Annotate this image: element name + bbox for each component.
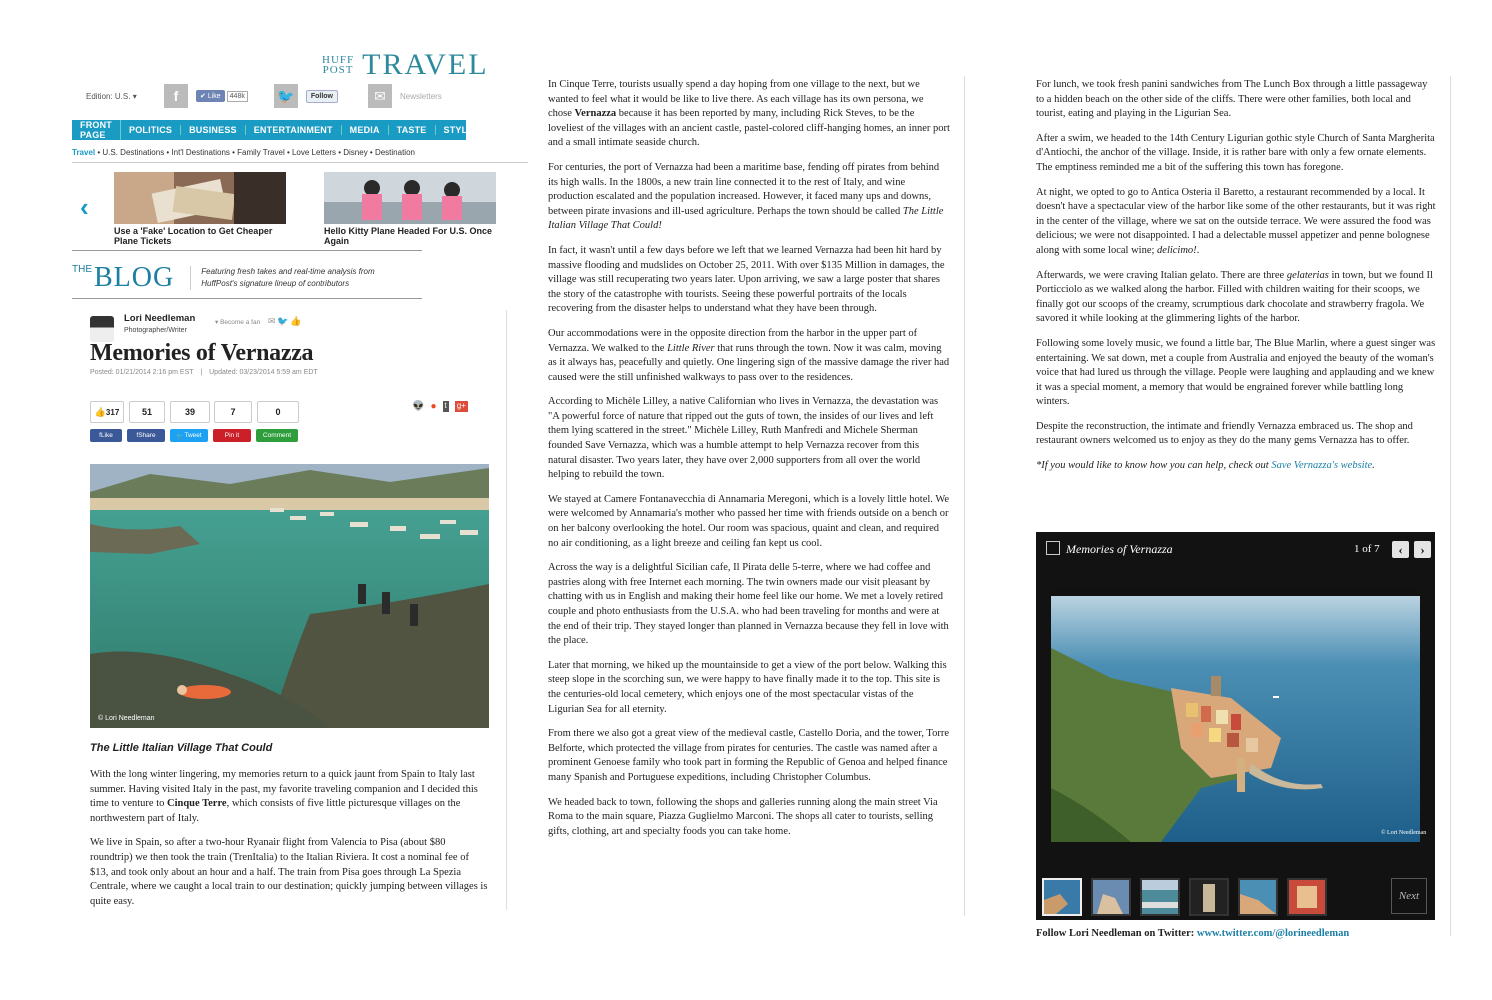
para-text: Afterwards, we were craving Italian gelato. There are three xyxy=(1036,269,1287,281)
para-text: At night, we opted to go to Antica Osteria il Baretto, a restaurant recommended by a local. It doesn't have a spectacular view of the harbor like some of the other restaurants, but it was right in the center of the village, where we sat on the outside terrace. We were assured the food was delicious; we were not disappointed. I had a delectable mussel appetizer and penne bolognese along with some local wine; xyxy=(1036,186,1436,256)
gallery-thumb-1[interactable] xyxy=(1042,878,1082,916)
comment-button[interactable] xyxy=(256,429,298,442)
cinque-terre-bold: Cinque Terre xyxy=(166,798,227,810)
chevron-left-icon[interactable]: ‹ xyxy=(80,192,89,222)
blog-word[interactable]: BLOG xyxy=(94,262,175,293)
para-text: because it has been reported by many, including Rick Steves, to be the loveliest of the villages with an ancient castle, pastel-colored cliff-hanging homes, an inner port and a small intimate seaside church. xyxy=(548,108,950,149)
like-count-box: 👍 317 xyxy=(90,401,124,423)
nav-politics[interactable]: POLITICS xyxy=(121,125,181,135)
twitter-follow-button[interactable] xyxy=(306,90,338,103)
gallery-next-button[interactable]: Next xyxy=(1391,878,1427,914)
share-count-box: 51 xyxy=(129,401,165,423)
para-text: . xyxy=(1372,460,1375,472)
huffpost-travel-logo[interactable] xyxy=(322,48,489,82)
para-text: With the long winter lingering, my memories return to a quick jaunt from Spain to Italy last summer. Having visited Italy in the past, my favorite traveling companion and I decided this time to venture to xyxy=(90,769,478,810)
paragraph xyxy=(90,768,488,826)
likes-count: 317 xyxy=(105,407,120,417)
facebook-like-count: 448k xyxy=(227,91,248,102)
follow-label: Follow Lori Needleman on Twitter: xyxy=(1036,928,1197,939)
nav-business[interactable]: BUSINESS xyxy=(181,125,246,135)
become-fan-link[interactable]: ▾ Become a fan ✉ 🐦 👍 xyxy=(215,316,302,326)
pin-count-box: 7 xyxy=(214,401,252,423)
gallery-photo-credit: © Lori Needleman xyxy=(1381,830,1427,836)
subnav-us-destinations[interactable]: U.S. Destinations xyxy=(102,148,165,157)
become-fan-label: Become a fan xyxy=(220,319,261,326)
gallery-next-arrow[interactable]: › xyxy=(1414,541,1431,558)
paragraph: After a swim, we headed to the 14th Century Ligurian gothic style Church of Santa Margherita d'Antiochi, the anchor of the village. Inside, it is rather bare with only a few ornate elements. The emptiness reminded me a bit of the suffering this town has foregone. xyxy=(1036,132,1435,173)
tweet-button[interactable]: 🐦 Tweet xyxy=(170,429,208,442)
blog-desc-line2: HuffPost's signature lineup of contributors xyxy=(201,279,350,288)
paragraph xyxy=(548,78,950,151)
gallery-thumb-2[interactable] xyxy=(1091,878,1131,916)
related-caption-2[interactable]: Hello Kitty Plane Headed For U.S. Once Again xyxy=(324,226,493,246)
italic-text: gelaterias xyxy=(1286,269,1329,281)
paragraph: Following some lovely music, we found a little bar, The Blue Marlin, where a guest singer was entertaining. We sat down, met a couple from Australia and enjoyed the beauty of the woman's voice that had lured us through the village. People were laughing and applauding and we knew it was a special moment, a memory that would be engrained forever while battling long winters. xyxy=(1036,337,1436,408)
gallery-thumb-6[interactable] xyxy=(1287,878,1327,916)
author-role: Photographer/Writer xyxy=(124,327,187,334)
subnav-disney[interactable]: Disney xyxy=(343,148,368,157)
thumb-image xyxy=(1240,880,1276,914)
thumb-image xyxy=(1093,880,1129,914)
column-divider xyxy=(964,76,965,916)
nav-media[interactable]: MEDIA xyxy=(342,125,389,135)
paragraph: Across the way is a delightful Sicilian cafe, Il Pirata delle 5-terre, where we had coffee and pastries along with free Internet each morning. The twin owners made our visit pleasant by chatting with us in English and making their home feel like our home. We met a lovely retired couple and photo enthusiasts from the U.S.A. who had been traveling for months and were at the end of their trip. They stayed longer than planned in Vernazza because they fell in love with the place. xyxy=(548,562,949,647)
tickets-image xyxy=(114,172,286,224)
gallery-prev-button[interactable]: ‹ xyxy=(1392,541,1409,558)
avatar[interactable] xyxy=(90,316,114,342)
posted-date: Posted: 01/21/2014 2:16 pm EST xyxy=(90,369,194,376)
mail-icon[interactable]: ✉ xyxy=(268,316,276,326)
top-utility-bar xyxy=(86,82,506,110)
photo-credit: © Lori Needleman xyxy=(98,715,155,722)
blog-description xyxy=(190,266,374,290)
subnav-love-letters[interactable]: Love Letters xyxy=(291,148,336,157)
paragraph xyxy=(1036,186,1436,259)
photo-gallery xyxy=(1036,532,1435,920)
column-divider xyxy=(1450,76,1451,936)
subnav-family-travel[interactable]: Family Travel xyxy=(237,148,285,157)
paragraph: Despite the reconstruction, the intimate and friendly Vernazza embraced us. The shop and restaurant owners welcomed us to enjoy as they do the many gems Vernazza has to offer. xyxy=(1036,420,1413,447)
para-text: For centuries, the port of Vernazza had been a maritime base, fending off pirates from behind its high walls. In the 1800s, a new train line connected it to the rest of Italy, and wine production escalated and the population increased. However, it faced many ups and downs, between pirate invasions and ill-used agriculture. Perhaps the town should be called xyxy=(548,161,940,217)
paragraph: Later that morning, we hiked up the mountainside to get a view of the port below. Walking this steep slope in the scorching sun, we were happy to have finally made it to the top. This site is the centuries-old local cemetery, which enjoys one of the most spectacular vistas of the Ligurian Sea for all eternity. xyxy=(548,659,947,715)
nav-taste[interactable]: TASTE xyxy=(389,125,436,135)
gallery-icon xyxy=(1046,541,1060,555)
italic-text: The Little Italian Village That Could! xyxy=(548,205,944,232)
logo-huff: HUFF xyxy=(322,54,355,66)
paragraph: For lunch, we took fresh panini sandwiches from The Lunch Box through a little passageway to a hidden beach on the other side of the cliffs. There were other families, both local and tourist, eating and playing in the Ligurian Sea. xyxy=(1036,79,1428,120)
post-dates: Posted: 01/21/2014 2:16 pm EST | Updated: 03/23/2014 5:59 am EDT xyxy=(90,369,318,376)
save-vernazza-link[interactable]: Save Vernazza's website xyxy=(1271,460,1373,472)
tumblr-icon[interactable]: t xyxy=(444,401,447,410)
updated-date: Updated: 03/23/2014 5:59 am EDT xyxy=(209,369,318,376)
paragraph xyxy=(548,327,950,385)
thumb-image xyxy=(1044,880,1080,914)
paragraph xyxy=(1036,269,1436,327)
facebook-like-button[interactable]: ✔ Like xyxy=(196,90,225,102)
sub-nav: Travel • U.S. Destinations • Int'l Destinations • Family Travel • Love Letters • Disney • Destination xyxy=(72,148,415,157)
author-name[interactable]: Lori Needleman xyxy=(124,313,196,324)
para-text: in town, but we found Il Porticciolo as we walked along the harbor. Filled with children waiting for their scoops, we finally got our scoops of the creamy, scrumptious dark chocolate and strawberry fragola. We savored it while looking at the glimmering lights of the harbor. xyxy=(1036,269,1433,325)
newsletters-link[interactable]: Newsletters xyxy=(400,91,442,101)
para-text: . xyxy=(1196,244,1200,256)
logo-post: POST xyxy=(322,64,354,76)
main-article-photo[interactable] xyxy=(90,464,489,728)
blog-desc-line1: Featuring fresh takes and real-time analysis from xyxy=(201,267,375,276)
related-caption-1[interactable]: Use a 'Fake' Location to Get Cheaper Plane Tickets xyxy=(114,226,273,246)
divider xyxy=(72,162,528,163)
facebook-share-button[interactable]: f Share xyxy=(127,429,165,442)
related-thumb-1[interactable] xyxy=(114,172,286,224)
main-nav xyxy=(72,120,474,140)
thumb-image xyxy=(1142,880,1178,914)
comment-btn-label: Comment xyxy=(262,432,292,439)
italic-text: Little River xyxy=(667,342,715,354)
related-stories xyxy=(72,170,532,250)
subnav-intl-destinations[interactable]: Int'l Destinations xyxy=(171,148,230,157)
middle-column xyxy=(548,78,950,849)
social-share-bar xyxy=(90,401,490,445)
hello-kitty-plane-image xyxy=(324,172,496,224)
nav-entertainment[interactable]: ENTERTAINMENT xyxy=(246,125,342,135)
article-body-start xyxy=(90,768,488,919)
gallery-main-photo[interactable] xyxy=(1051,588,1427,842)
follow-twitter xyxy=(1036,928,1349,939)
facebook-icon[interactable]: f xyxy=(164,84,188,108)
comment-count-box: 0 xyxy=(257,401,299,423)
like-btn-label: Like xyxy=(100,432,113,439)
paragraph: According to Michèle Lilley, a native Californian who lives in Vernazza, the devastation was "A powerful force of nature that ripped out the guts of town, the insides of our lives and left them lying scattered in the street." Michèle Lilley, Ruth Manfredi and Michele Sherman founded Save Vernazza, which was a humble attempt to help Vernazza recover from this natural disaster. Two years later, they have over 2,000 supporters from all over the world helping to rebuild the town. xyxy=(548,396,939,481)
divider xyxy=(72,250,422,251)
tw-follow-label: Follow xyxy=(310,92,334,100)
paragraph xyxy=(1036,459,1436,474)
facebook-like-button[interactable]: f Like xyxy=(90,429,122,442)
reddit-icon[interactable]: 👽 xyxy=(412,401,425,412)
twitter-icon[interactable]: 🐦 xyxy=(274,84,298,108)
right-column xyxy=(1036,78,1436,484)
para-text: , which consists of five little picturesque villages on the northwestern part of Italy. xyxy=(90,798,461,824)
italic-text: delicimo! xyxy=(1157,244,1197,256)
photo-caption: The Little Italian Village That Could xyxy=(90,742,273,754)
paragraph: We stayed at Camere Fontanavecchia di Annamaria Meregoni, which is a lovely little hotel. We were welcomed by Annamaria's mother who passed her time with friends outside on a bench or on her balcony overlooking the hotel. Our room was spacious, quaint and clean, and required no air conditioning, as a light breeze and ceiling fan kept us cool. xyxy=(548,493,950,549)
nav-front-page[interactable]: FRONT PAGE xyxy=(72,120,121,140)
paragraph: In fact, it wasn't until a few days before we left that we learned Vernazza had been hit hard by massive flooding and mudslides on October 25, 2011. With over $135 Million in damages, the village was still recuperating two years later. Upon arriving, we saw a large poster that shares the story of the catastrophe with tourists. Seeing these powerful portraits of the locals recovering from the disaster helps to understand what they have been through. xyxy=(548,244,945,315)
blog-the: THE xyxy=(72,264,92,275)
share-btn-label: Share xyxy=(138,432,156,439)
subnav-destination[interactable]: Destination xyxy=(374,148,415,157)
related-thumb-2[interactable] xyxy=(324,172,496,224)
thumbs-up-icon[interactable]: 👍 xyxy=(290,316,302,326)
edition-selector[interactable]: Edition: U.S. ▾ xyxy=(86,91,137,101)
paragraph xyxy=(548,161,950,234)
twitter-profile-link[interactable]: www.twitter.com/@lorineedleman xyxy=(1196,928,1350,939)
tweet-count-box: 39 xyxy=(170,401,210,423)
gallery-thumb-4[interactable] xyxy=(1189,878,1229,916)
twitter-icon[interactable]: 🐦 xyxy=(277,316,289,326)
nav-style[interactable]: STYLE xyxy=(443,125,474,135)
para-text: In Cinque Terre, tourists usually spend a day hoping from one village to the next, but we wanted to feel what it would be like to live there. As each village has its own persona, we chose xyxy=(548,79,924,120)
thumb-image xyxy=(1191,880,1227,914)
vernazza-bold: Vernazza xyxy=(574,108,617,120)
page-title: Memories of Vernazza xyxy=(90,340,314,366)
para-text: *If you would like to know how you can help, check out xyxy=(1036,460,1272,472)
fb-like-label: Like xyxy=(207,93,221,100)
logo-travel: TRAVEL xyxy=(362,48,489,81)
gallery-count: 1 of 7 xyxy=(1354,543,1380,555)
paragraph: We live in Spain, so after a two-hour Ryanair flight from Valencia to Pisa (about $80 roundtrip) we then took the train (TrenItalia) to the Italian Riviera. It cost a nominal fee of $13, and took only about an hour and a half. The train from Pisa goes through La Spezia Centrale, where we caught a local train to our destination; quickly jumping between villages is quite easy. xyxy=(90,837,488,907)
gallery-thumb-3[interactable] xyxy=(1140,878,1180,916)
pin-it-button[interactable] xyxy=(213,429,251,442)
extra-share-icons xyxy=(412,401,468,412)
tweet-btn-label: Tweet xyxy=(184,432,202,439)
newsletter-icon[interactable]: ✉ xyxy=(368,84,392,108)
paragraph: We headed back to town, following the shops and galleries running along the main street Via Roma to the main square, Piazza Guglielmo Marconi. The shops all cater to tourists, selling gifts, clothing, art and specialty foods you can take home. xyxy=(548,796,938,837)
thumb-image xyxy=(1289,880,1325,914)
google-plus-icon[interactable]: g+ xyxy=(456,401,466,410)
para-text: Our accommodations were in the opposite direction from the harbor in the upper part of Vernazza. We walked to the xyxy=(548,327,918,354)
paragraph: From there we also got a great view of the medieval castle, Castello Doria, and the tower, Torre Belforte, which protected the village from pirates for centuries. The castle was named after a prominent Genoese family who took part in forming the Republic of Genoa and helped finance many Spanish and Portuguese expeditions, including Christopher Columbus. xyxy=(548,728,950,783)
the-blog-banner xyxy=(72,258,424,298)
para-text: that runs through the town. Now it was calm, moving as it always has, peacefully and quietly. One lingering sign of the massive damage the river had caused were the still unfinished walkways to pass over to the residences. xyxy=(548,342,950,383)
subnav-travel[interactable]: Travel xyxy=(72,148,96,157)
gallery-thumb-5[interactable] xyxy=(1238,878,1278,916)
pin-btn-label: Pin it xyxy=(224,432,240,439)
gallery-title: Memories of Vernazza xyxy=(1066,542,1173,556)
stumbleupon-icon[interactable]: ● xyxy=(430,401,437,412)
divider xyxy=(72,298,422,299)
column-divider xyxy=(506,310,507,910)
